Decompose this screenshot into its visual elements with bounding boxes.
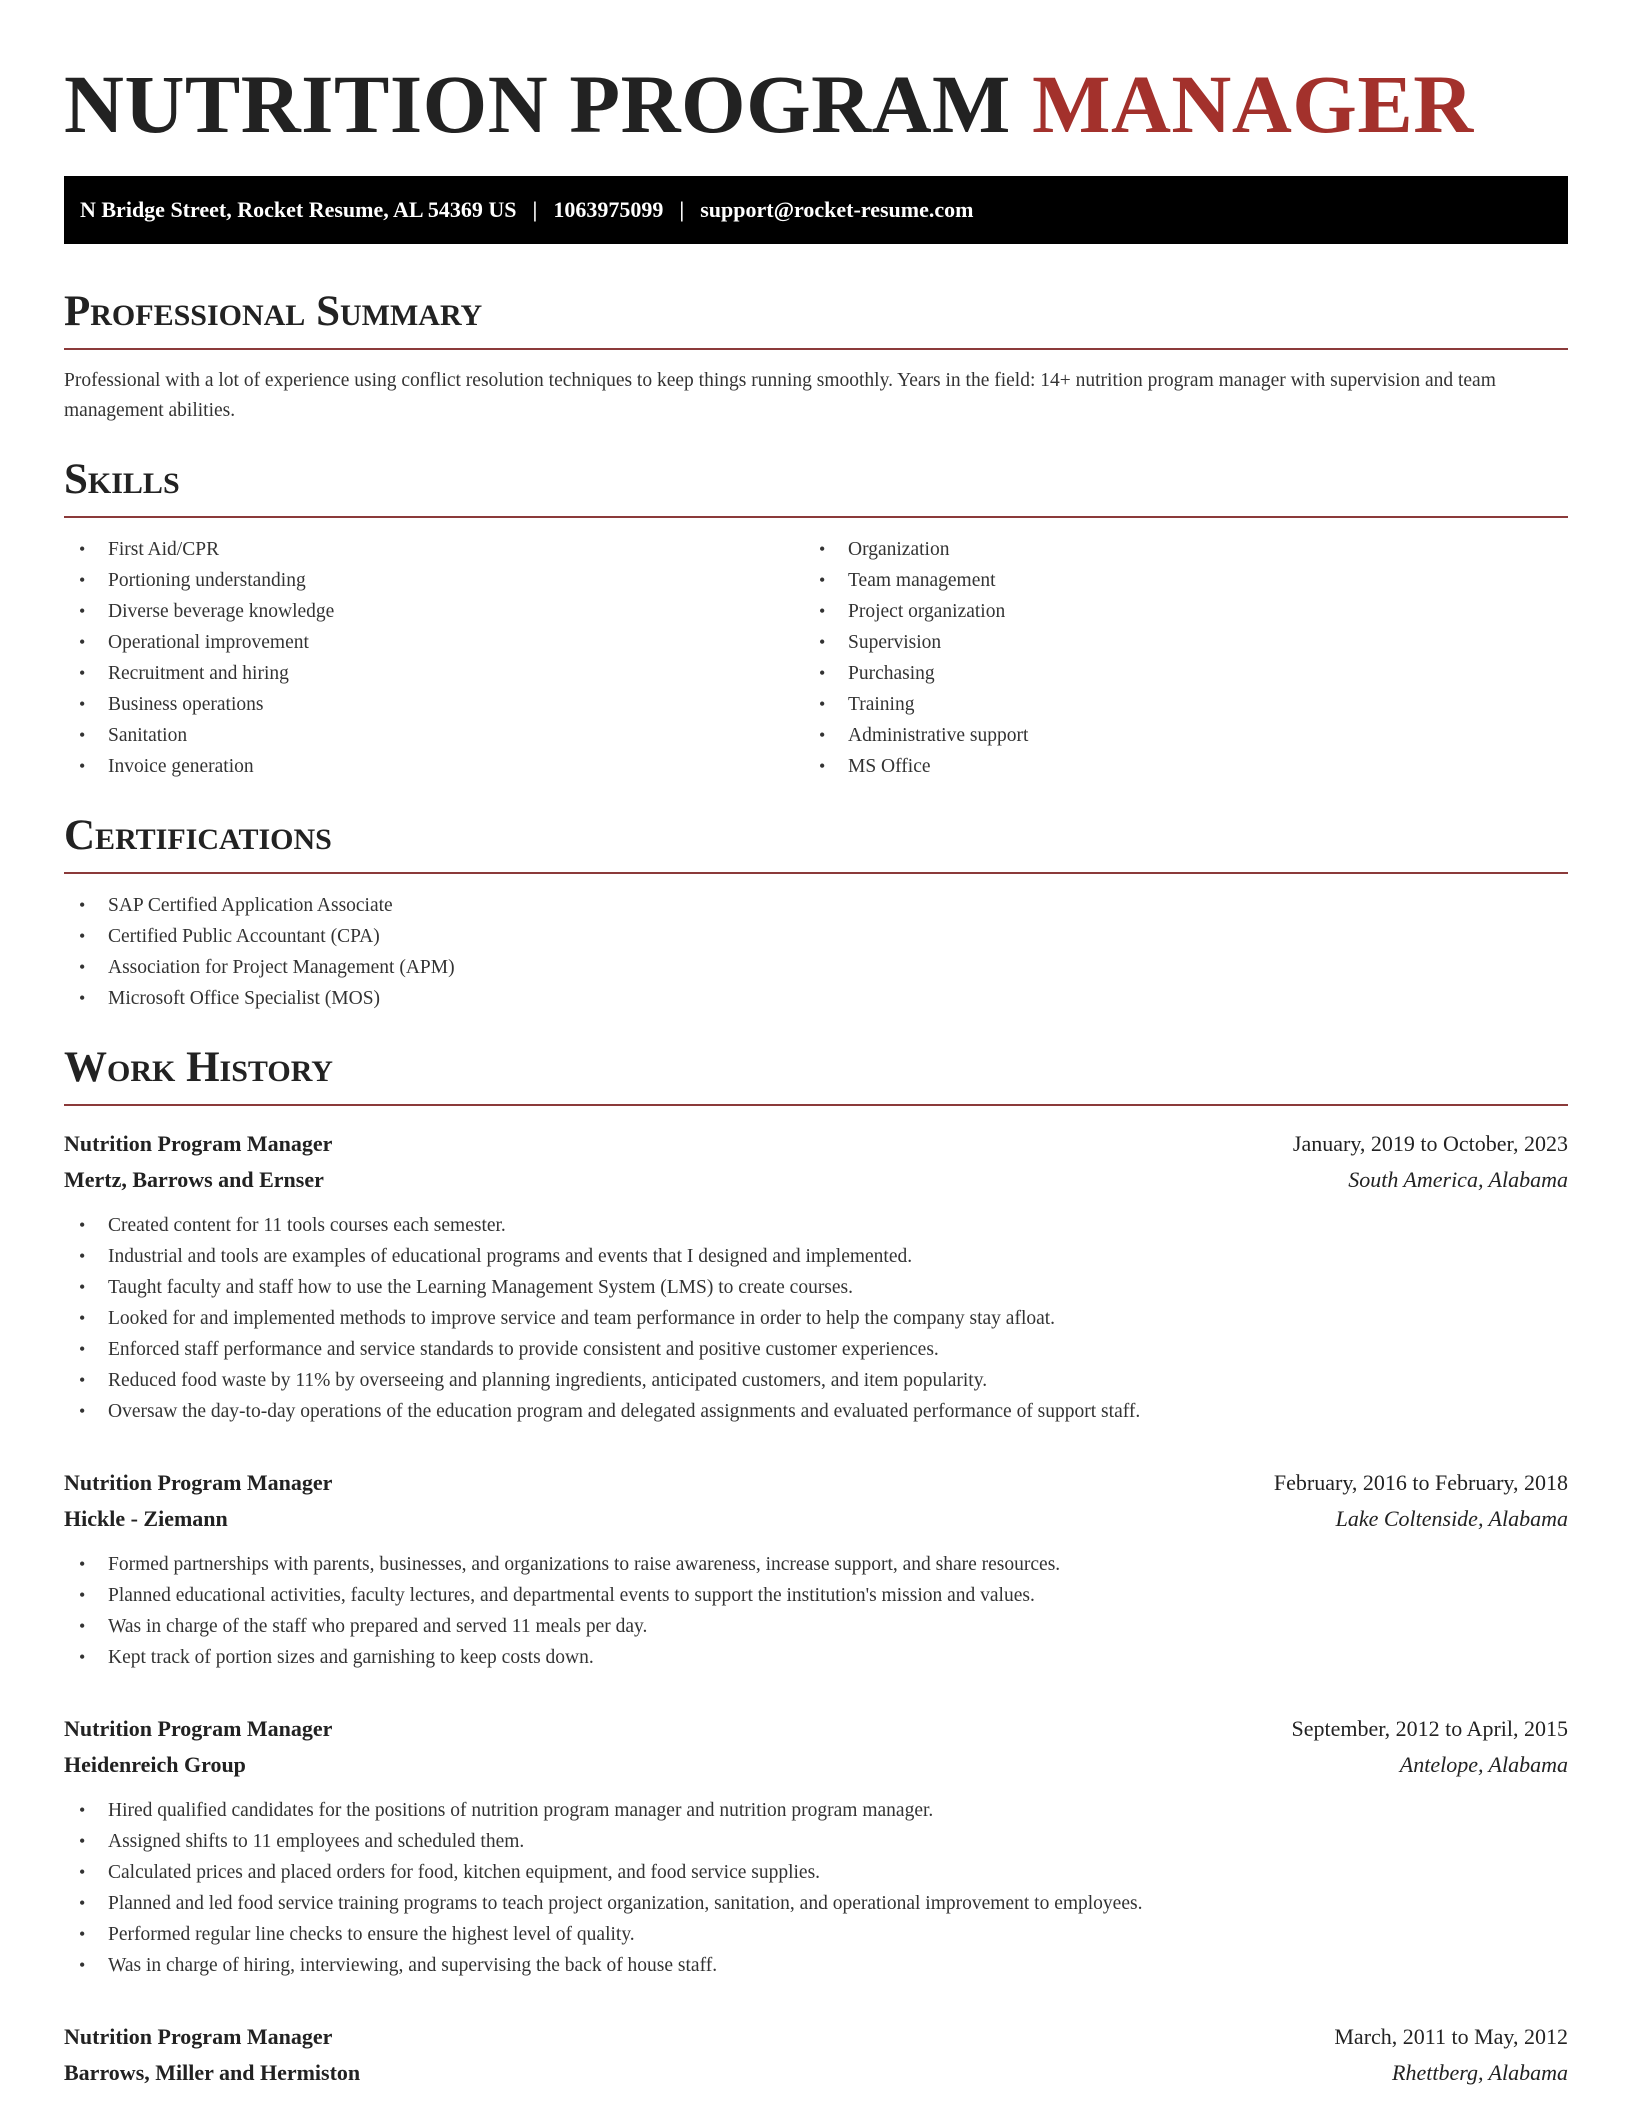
skill-item: • First Aid/CPR (64, 534, 804, 565)
contact-email[interactable]: support@rocket-resume.com (700, 197, 974, 222)
skill-item: • Administrative support (804, 720, 1544, 751)
job-company-row (64, 1747, 1568, 1783)
job-entry (64, 1465, 1568, 1673)
job-dates: March, 2011 to May, 2012 (1334, 2024, 1568, 2049)
skill-item: • Training (804, 689, 1544, 720)
skill-item: • MS Office (804, 751, 1544, 782)
summary-title: Professional Summary (64, 288, 483, 335)
skill-item: • Invoice generation (64, 751, 804, 782)
contact-phone: 1063975099 (553, 197, 664, 222)
name-accent: MANAGER (1032, 58, 1474, 150)
job-bullet: • Taught faculty and staff how to use the Learning Management System (LMS) to create courses. (64, 1272, 1568, 1303)
work-history-title: Work History (64, 1044, 333, 1091)
certification-item: • Microsoft Office Specialist (MOS) (64, 983, 1568, 1014)
job-bullet: • Performed regular line checks to ensure the highest level of quality. (64, 1919, 1568, 1950)
job-company: Barrows, Miller and Hermiston (64, 2060, 361, 2085)
skills-grid (64, 534, 1568, 782)
job-entry (64, 2019, 1568, 2091)
certifications-title: Certifications (64, 812, 332, 859)
job-dates: January, 2019 to October, 2023 (1292, 1131, 1568, 1156)
skills-title: Skills (64, 456, 180, 503)
job-location: Antelope, Alabama (1399, 1752, 1568, 1777)
skill-item: • Business operations (64, 689, 804, 720)
skill-item: • Portioning understanding (64, 565, 804, 596)
job-header-row (64, 1126, 1568, 1162)
job-company: Heidenreich Group (64, 1752, 246, 1777)
section-divider (64, 1104, 1568, 1106)
job-header-row (64, 2019, 1568, 2055)
job-bullet: • Industrial and tools are examples of educational programs and events that I designed and implemented. (64, 1241, 1568, 1272)
job-title: Nutrition Program Manager (64, 1131, 333, 1156)
job-entry (64, 1711, 1568, 1981)
certification-item: • Certified Public Accountant (CPA) (64, 921, 1568, 952)
job-title: Nutrition Program Manager (64, 1470, 333, 1495)
summary-text: Professional with a lot of experience using conflict resolution techniques to keep things running smoothly. Years in the field: 14+ nutrition program manager with supervision and team management abilities. (64, 370, 1496, 421)
section-divider (64, 516, 1568, 518)
skill-item: • Project organization (804, 596, 1544, 627)
job-bullets (64, 1549, 1568, 1673)
job-title: Nutrition Program Manager (64, 2024, 333, 2049)
job-title: Nutrition Program Manager (64, 1716, 333, 1741)
job-dates: September, 2012 to April, 2015 (1291, 1716, 1568, 1741)
job-company: Hickle - Ziemann (64, 1506, 228, 1531)
section-divider (64, 872, 1568, 874)
job-bullet: • Assigned shifts to 11 employees and scheduled them. (64, 1826, 1568, 1857)
skill-item: • Supervision (804, 627, 1544, 658)
certifications-list (64, 890, 1568, 1014)
job-bullet: • Oversaw the day-to-day operations of the education program and delegated assignments and evaluated performance of support staff. (64, 1396, 1568, 1427)
job-header-row (64, 1465, 1568, 1501)
name-main: NUTRITION PROGRAM (64, 58, 1011, 150)
skill-item: • Diverse beverage knowledge (64, 596, 804, 627)
summary-section (64, 288, 1568, 426)
job-bullet: • Was in charge of the staff who prepared and served 11 meals per day. (64, 1611, 1568, 1642)
job-company-row (64, 2055, 1568, 2091)
skills-section (64, 456, 1568, 782)
skill-item: • Organization (804, 534, 1544, 565)
skill-item: • Recruitment and hiring (64, 658, 804, 689)
section-divider (64, 348, 1568, 350)
resume-name (64, 56, 1568, 152)
job-dates: February, 2016 to February, 2018 (1273, 1470, 1568, 1495)
job-bullet: • Kept track of portion sizes and garnishing to keep costs down. (64, 1642, 1568, 1673)
contact-address: N Bridge Street, Rocket Resume, AL 54369 US (80, 197, 517, 222)
job-bullet: • Enforced staff performance and service standards to provide consistent and positive customer experiences. (64, 1334, 1568, 1365)
job-bullet: • Formed partnerships with parents, businesses, and organizations to raise awareness, increase support, and share resources. (64, 1549, 1568, 1580)
job-location: Rhettberg, Alabama (1392, 2060, 1568, 2085)
contact-bar (64, 176, 1568, 244)
job-location: Lake Coltenside, Alabama (1335, 1506, 1568, 1531)
work-history-section (64, 1044, 1568, 2091)
job-bullet: • Calculated prices and placed orders for food, kitchen equipment, and food service supplies. (64, 1857, 1568, 1888)
certification-item: • Association for Project Management (APM) (64, 952, 1568, 983)
skill-item: • Sanitation (64, 720, 804, 751)
job-bullet: • Created content for 11 tools courses each semester. (64, 1210, 1568, 1241)
job-bullet: • Planned educational activities, faculty lectures, and departmental events to support the institution's mission and values. (64, 1580, 1568, 1611)
job-bullet: • Reduced food waste by 11% by overseeing and planning ingredients, anticipated customers, and item popularity. (64, 1365, 1568, 1396)
job-bullets (64, 1210, 1568, 1427)
contact-separator: | (679, 197, 685, 222)
skill-item: • Purchasing (804, 658, 1544, 689)
certifications-section (64, 812, 1568, 1014)
job-location: South America, Alabama (1348, 1167, 1568, 1192)
job-bullet: • Planned and led food service training programs to teach project organization, sanitation, and operational improvement to employees. (64, 1888, 1568, 1919)
job-bullet: • Was in charge of hiring, interviewing, and supervising the back of house staff. (64, 1950, 1568, 1981)
skill-item: • Team management (804, 565, 1544, 596)
skills-list-right (804, 534, 1544, 782)
job-header-row (64, 1711, 1568, 1747)
job-company-row (64, 1162, 1568, 1198)
job-entry (64, 1126, 1568, 1427)
contact-separator: | (532, 197, 538, 222)
job-bullet: • Looked for and implemented methods to improve service and team performance in order to help the company stay afloat. (64, 1303, 1568, 1334)
job-bullets (64, 1795, 1568, 1981)
job-company: Mertz, Barrows and Ernser (64, 1167, 324, 1192)
job-bullet: • Hired qualified candidates for the positions of nutrition program manager and nutrition program manager. (64, 1795, 1568, 1826)
skills-list-left (64, 534, 804, 782)
certification-item: • SAP Certified Application Associate (64, 890, 1568, 921)
skill-item: • Operational improvement (64, 627, 804, 658)
job-company-row (64, 1501, 1568, 1537)
